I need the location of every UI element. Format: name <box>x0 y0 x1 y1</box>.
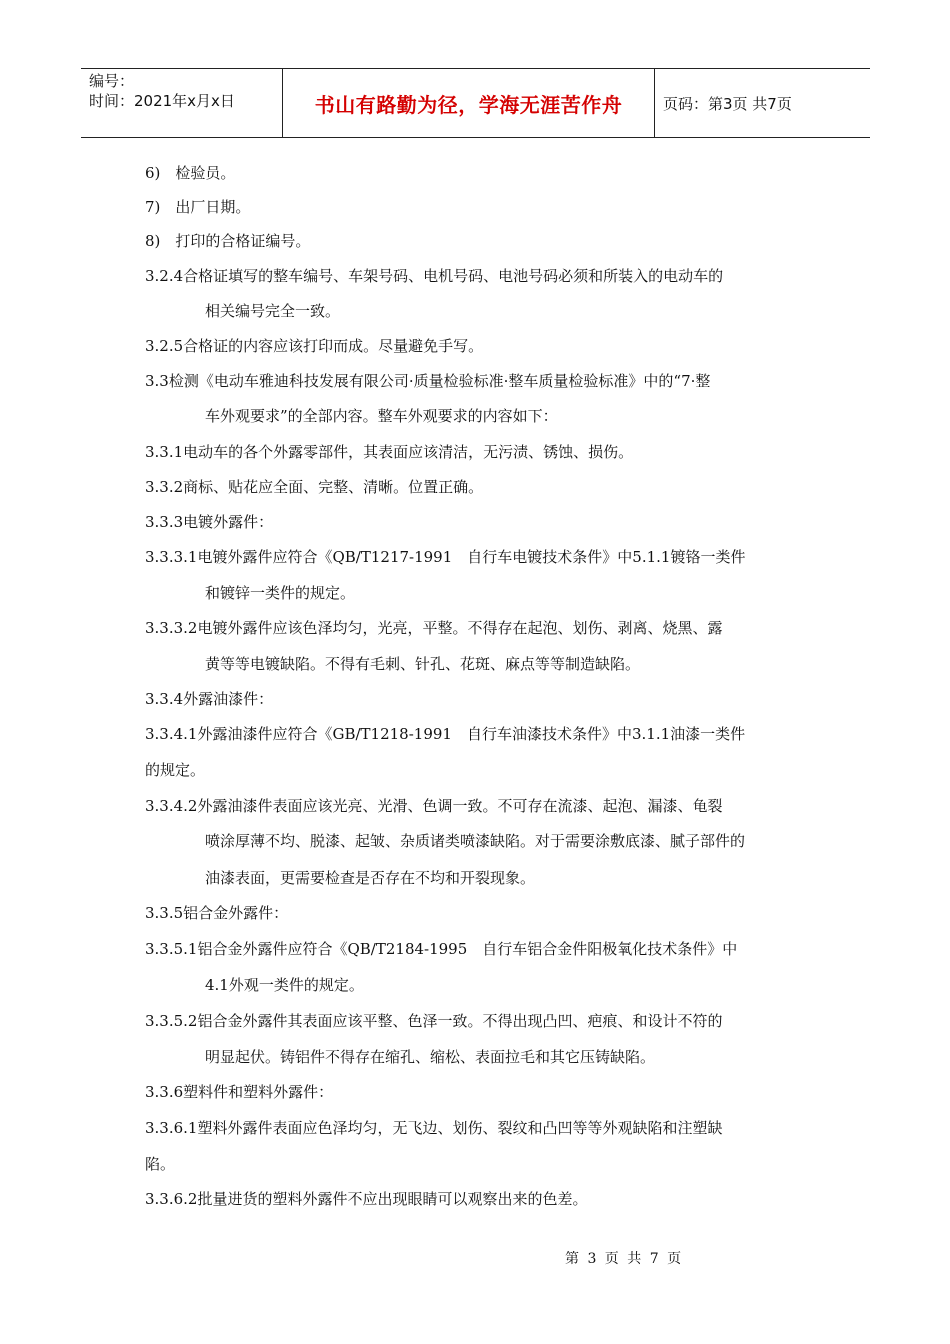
body-line: 黄等等电镀缺陷。不得有毛刺、针孔、花斑、麻点等等制造缺陷。 <box>205 655 641 673</box>
header-motto: 书山有路勤为径，学海无涯苦作舟 <box>283 69 655 137</box>
body-line: 陷。 <box>145 1155 176 1173</box>
document-header <box>81 68 870 138</box>
body-line: 车外观要求”的全部内容。整车外观要求的内容如下： <box>205 407 558 425</box>
body-line: 3.3.4.1外露油漆件应符合《GB/T1218-1991 自行车油漆技术条件》中3.1.1油漆一类件 <box>145 725 746 743</box>
body-line: 7) 出厂日期。 <box>145 198 251 216</box>
header-meta <box>81 69 283 137</box>
body-line: 3.3.3电镀外露件： <box>145 513 274 531</box>
body-line: 3.3.5.1铝合金外露件应符合《QB/T2184-1995 自行车铝合金件阳极氧化技术条件》中 <box>145 940 738 958</box>
footer-page-number: 第 3 页 共 7 页 <box>565 1251 684 1267</box>
body-line: 3.3.3.2电镀外露件应该色泽均匀，光亮，平整。不得存在起泡、划伤、剥离、烧黑、露 <box>145 619 723 637</box>
body-line: 喷涂厚薄不均、脱漆、起皱、杂质诸类喷漆缺陷。对于需要涂敷底漆、腻子部件的 <box>205 832 746 850</box>
body-line: 3.3.6.1塑料外露件表面应色泽均匀，无飞边、划伤、裂纹和凸凹等等外观缺陷和注塑缺 <box>145 1119 723 1137</box>
document-date: 时间：2021年x月x日 <box>89 92 235 110</box>
body-line: 的规定。 <box>145 761 206 779</box>
body-line: 明显起伏。铸铝件不得存在缩孔、缩松、表面拉毛和其它压铸缺陷。 <box>205 1048 656 1066</box>
body-line: 8) 打印的合格证编号。 <box>145 232 311 250</box>
body-line: 3.3.6塑料件和塑料外露件： <box>145 1083 334 1101</box>
body-line: 3.3.1电动车的各个外露零部件，其表面应该清洁，无污渍、锈蚀、损伤。 <box>145 443 634 461</box>
body-line: 3.3.2商标、贴花应全面、完整、清晰。位置正确。 <box>145 478 484 496</box>
body-line: 3.3.4外露油漆件： <box>145 690 274 708</box>
document-number-label: 编号： <box>89 72 135 90</box>
body-line: 3.3.5铝合金外露件： <box>145 904 289 922</box>
body-line: 3.3.3.1电镀外露件应符合《QB/T1217-1991 自行车电镀技术条件》中5.1.1镀铬一类件 <box>145 548 746 566</box>
body-line: 3.2.4合格证填写的整车编号、车架号码、电机号码、电池号码必须和所装入的电动车的 <box>145 267 724 285</box>
body-line: 3.3.6.2批量进货的塑料外露件不应出现眼睛可以观察出来的色差。 <box>145 1190 588 1208</box>
body-line: 和镀锌一类件的规定。 <box>205 584 356 602</box>
body-line: 油漆表面，更需要检查是否存在不均和开裂现象。 <box>205 869 536 887</box>
body-line: 3.3检测《电动车雅迪科技发展有限公司·质量检验标准·整车质量检验标准》中的“7·整 <box>145 372 711 390</box>
body-line: 6) 检验员。 <box>145 164 236 182</box>
body-line: 3.3.4.2外露油漆件表面应该光亮、光滑、色调一致。不可存在流漆、起泡、漏漆、龟裂 <box>145 797 723 815</box>
body-line: 3.2.5合格证的内容应该打印而成。尽量避免手写。 <box>145 337 484 355</box>
body-line: 3.3.5.2铝合金外露件其表面应该平整、色泽一致。不得出现凸凹、疤痕、和设计不符的 <box>145 1012 723 1030</box>
body-line: 4.1外观一类件的规定。 <box>205 976 364 994</box>
header-page-number: 页码：第3页 共7页 <box>663 94 792 113</box>
body-line: 相关编号完全一致。 <box>205 302 341 320</box>
